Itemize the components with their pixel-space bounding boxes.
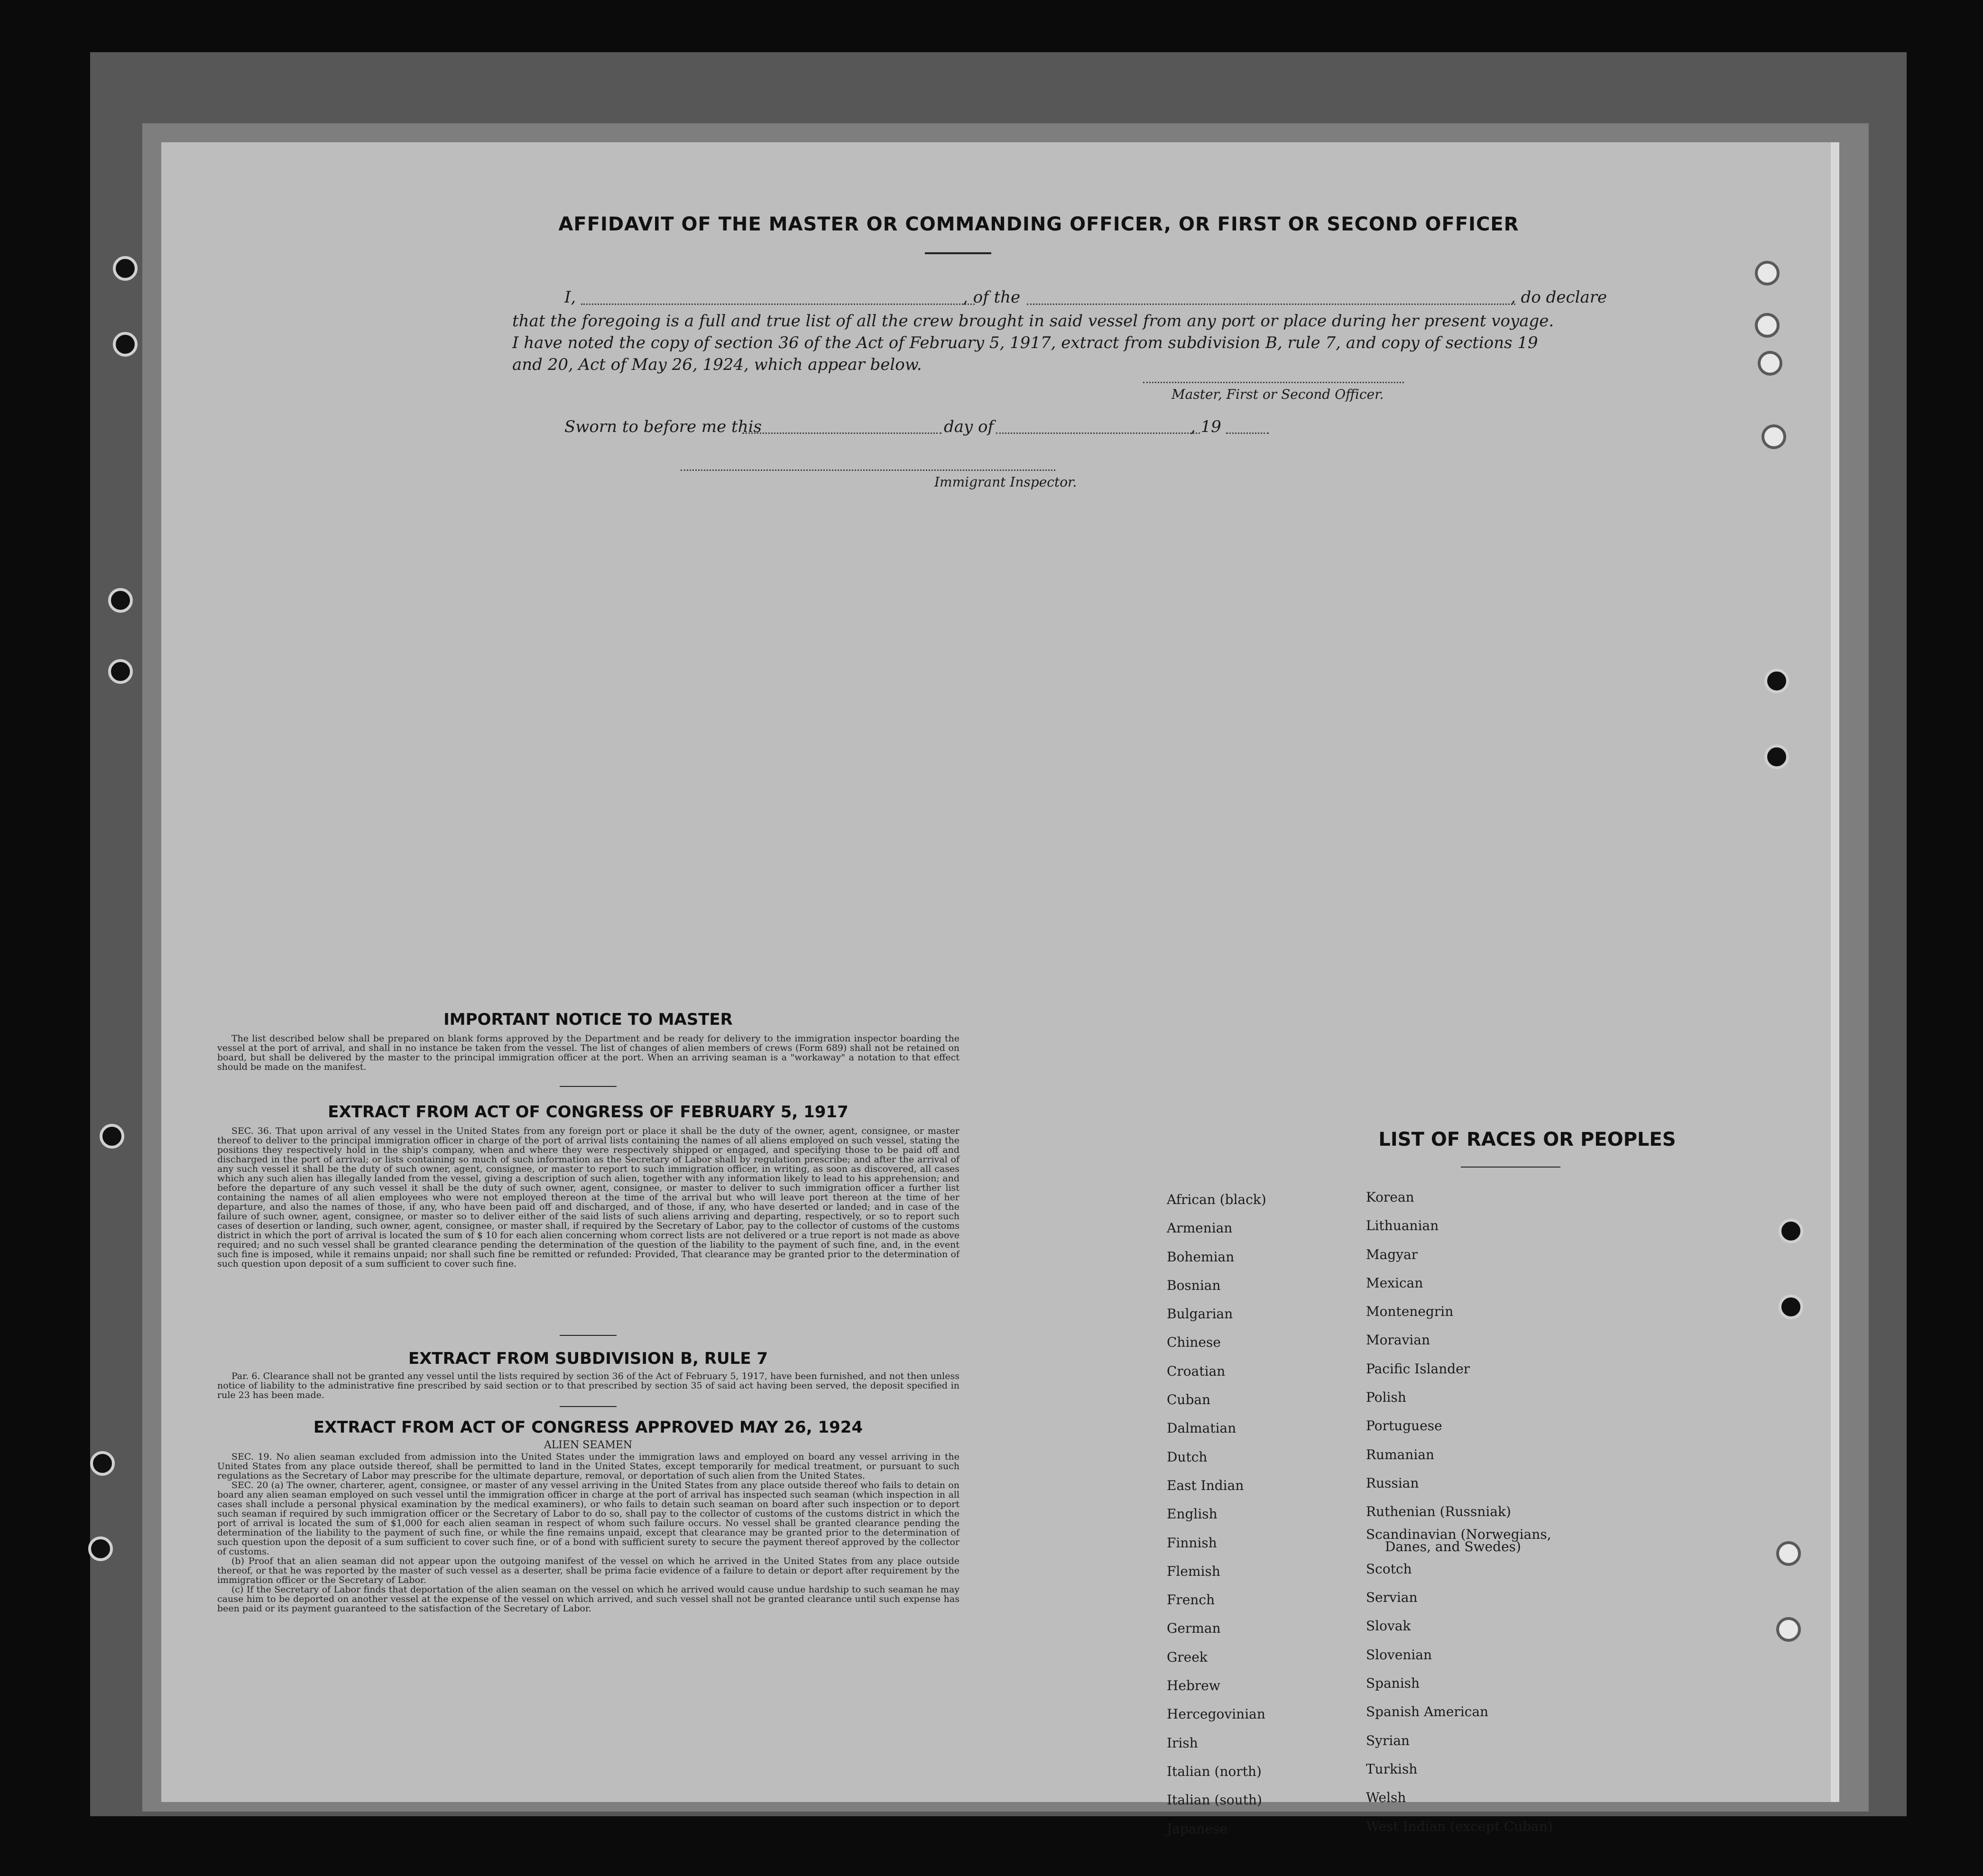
races-list-title: LIST OF RACES OR PEOPLES xyxy=(1378,1129,1676,1150)
sec-20a-paragraph: SEC. 20 (a) The owner, charterer, agent, consignee, or master of any vessel arriving in the United States from any place outside thereof who fails to detain on board any alien seaman employed on such vessel until the immigration officer in charge at the port of arrival has inspected such seaman (which inspection in all cases shall include a personal physical examination by the medical examiners), or who fails to detain such seaman on board after such inspection or to deport such seaman if required by such immigration officer or the Secretary of Labor to do so, shall pay to the collector of customs of the customs district in which the port of arrival is located the sum of $1,000 for each alien seaman in respect of whom such failure occurs. No vessel shall be granted clearance pending the determination of the liability to the payment of such fine, or while the fine remains unpaid, except that clearance may be granted prior to the determination of such question upon the deposit of a sum sufficient to cover such fine, or of a bond with sufficient surety to secure the payment thereof approved by the collector of customs. xyxy=(217,1480,959,1557)
race-item: Montenegrin xyxy=(1366,1304,1454,1320)
race-item: Servian xyxy=(1366,1590,1418,1606)
binder-hole xyxy=(113,332,138,357)
binder-hole xyxy=(108,588,133,613)
divider xyxy=(560,1406,617,1407)
declaration-line-3: I have noted the copy of section 36 of the Act of February 5, 1917, extract from subdivision B, rule 7, and copy of sections 19 xyxy=(512,333,1538,352)
par-6-paragraph: Par. 6. Clearance shall not be granted any vessel until the lists required by section 36 of the Act of February 5, 1917, have been furnished, and not then unless notice of liability to the administrative fine prescribed by said section or to that prescribed by section 35 of said act having been served, the deposit specified in rule 23 has been made. xyxy=(217,1371,959,1400)
name-blank xyxy=(581,303,975,305)
sworn-year: , 19 xyxy=(1190,417,1221,436)
binder-hole xyxy=(1779,1219,1803,1243)
races-left-column xyxy=(1167,1186,1266,1843)
races-title-underline xyxy=(1461,1167,1560,1168)
race-item: Scotch xyxy=(1366,1561,1412,1577)
notice-text xyxy=(217,1034,959,1072)
race-item: Ruthenian (Russniak) xyxy=(1366,1504,1511,1520)
race-item: Russian xyxy=(1366,1475,1419,1491)
sworn-month-blank xyxy=(996,432,1200,434)
inspector-signature-line xyxy=(681,469,1055,471)
race-item: Spanish American xyxy=(1366,1704,1489,1720)
race-item: Japanese xyxy=(1167,1821,1228,1837)
binder-hole xyxy=(1776,1541,1801,1566)
race-item: Hercegovinian xyxy=(1167,1706,1265,1722)
extract-1924-text xyxy=(217,1452,959,1613)
binder-hole xyxy=(1762,424,1786,449)
races-right-column xyxy=(1366,1183,1553,1841)
race-item: Mexican xyxy=(1366,1275,1423,1291)
race-item: Slovak xyxy=(1366,1618,1411,1634)
race-item: English xyxy=(1167,1506,1217,1522)
race-item: German xyxy=(1167,1620,1221,1637)
affidavit-page xyxy=(161,142,1839,1837)
sworn-year-blank xyxy=(1226,432,1269,434)
master-signature-label: Master, First or Second Officer. xyxy=(1171,386,1384,402)
race-item: Turkish xyxy=(1366,1761,1418,1777)
race-item xyxy=(1366,1527,1553,1555)
declaration-i: I, xyxy=(564,288,576,307)
alien-seamen-subheading: ALIEN SEAMEN xyxy=(544,1439,633,1451)
extract-1917-heading: EXTRACT FROM ACT OF CONGRESS OF FEBRUARY 5, 1917 xyxy=(328,1103,849,1122)
sworn-day-blank xyxy=(742,432,941,434)
binder-hole xyxy=(88,1536,113,1561)
race-item: Bulgarian xyxy=(1167,1306,1233,1322)
race-item: French xyxy=(1167,1592,1215,1608)
inspector-label: Immigrant Inspector. xyxy=(934,474,1077,490)
race-item: Flemish xyxy=(1167,1563,1220,1579)
binder-hole xyxy=(1776,1617,1801,1642)
race-item: Armenian xyxy=(1167,1220,1233,1236)
sworn-day-of: day of xyxy=(944,417,994,436)
race-item-line: Scandinavian (Norwegians, xyxy=(1366,1526,1551,1542)
race-item-continuation: Danes, and Swedes) xyxy=(1385,1538,1521,1554)
extract-1917-text xyxy=(217,1126,959,1269)
race-item: Italian (south) xyxy=(1167,1792,1262,1808)
declaration-of-the: , of the xyxy=(963,288,1021,307)
binder-hole xyxy=(90,1451,115,1476)
binder-hole xyxy=(100,1124,124,1149)
sec-19-paragraph: SEC. 19. No alien seaman excluded from admission into the United States under the immigration laws and employed on board any vessel arriving in the United States from any place outside thereof, shall be permitted to land in the United States, except temporarily for medical treatment, or pursuant to such regulations as the Secretary of Labor may prescribe for the ultimate departure, removal, or deportation of such alien from the United States. xyxy=(217,1452,959,1481)
race-item: West Indian (except Cuban) xyxy=(1366,1818,1553,1834)
binder-hole xyxy=(1779,1295,1803,1319)
sec-20b-paragraph: (b) Proof that an alien seaman did not appear upon the outgoing manifest of the vessel on which he arrived in the United States from any place outside thereof, or that he was reported by the master of such vessel as a deserter, shall be prima facie evidence of a failure to detain or deport after requirement by the immigration officer or the Secretary of Labor. xyxy=(217,1556,959,1585)
race-item: Korean xyxy=(1366,1189,1414,1205)
binder-hole xyxy=(1755,313,1780,338)
binder-hole xyxy=(1758,351,1782,376)
race-item: Slovenian xyxy=(1366,1646,1432,1663)
race-item: Greek xyxy=(1167,1649,1208,1665)
binder-hole xyxy=(1764,669,1789,693)
declaration-line-4: and 20, Act of May 26, 1924, which appear below. xyxy=(512,355,922,374)
declaration-line-2: that the foregoing is a full and true list of all the crew brought in said vessel from any port or place during her present voyage. xyxy=(512,312,1554,331)
race-item: Finnish xyxy=(1167,1535,1217,1551)
race-item: Cuban xyxy=(1167,1392,1211,1408)
race-item: Bohemian xyxy=(1167,1249,1235,1265)
race-item: East Indian xyxy=(1167,1477,1244,1493)
sec-20c-paragraph: (c) If the Secretary of Labor finds that deportation of the alien seaman on the vessel on which he arrived would cause undue hardship to such seaman he may cause him to be deported on another vessel at the expense of the vessel on which arrived, and such vessel shall not be granted clearance until such expense has been paid or its payment guaranteed to the satisfaction of the Secretary of Labor. xyxy=(217,1584,959,1614)
race-item: Dalmatian xyxy=(1167,1420,1236,1436)
title-underline xyxy=(925,252,991,254)
master-signature-line xyxy=(1143,382,1404,383)
race-item: Lithuanian xyxy=(1366,1218,1439,1234)
race-item: Moravian xyxy=(1366,1332,1430,1348)
race-item: Syrian xyxy=(1366,1732,1410,1748)
declaration-do-declare: , do declare xyxy=(1511,288,1607,307)
race-item: Welsh xyxy=(1366,1790,1406,1806)
race-item: Portuguese xyxy=(1366,1418,1442,1434)
sworn-prefix: Sworn to before me this xyxy=(564,417,762,436)
extract-rule7-heading: EXTRACT FROM SUBDIVISION B, RULE 7 xyxy=(408,1349,768,1368)
race-item: Hebrew xyxy=(1167,1678,1220,1694)
extract-rule7-text xyxy=(217,1371,959,1400)
race-item: Magyar xyxy=(1366,1246,1418,1262)
vessel-blank xyxy=(1027,303,1515,305)
race-item: Bosnian xyxy=(1167,1277,1221,1293)
divider xyxy=(560,1335,617,1336)
race-item: Polish xyxy=(1366,1389,1406,1406)
binder-hole xyxy=(113,256,138,281)
race-item: Irish xyxy=(1167,1735,1198,1751)
race-item: Dutch xyxy=(1167,1449,1208,1465)
sec-36-paragraph: SEC. 36. That upon arrival of any vessel in the United States from any foreign port or place it shall be the duty of the owner, agent, consignee, or master thereof to deliver to the principal immigration officer in charge of the port of arrival lists containing the names of all aliens employed on such vessel, stating the positions they respectively hold in the ship's company, when and where they were respectively shipped or engaged, and specifying those to be paid off and discharged in the port of arrival; or lists containing so much of such information as the Secretary of Labor shall by regulation prescribe; and after the arrival of any such vessel it shall be the duty of such owner, agent, consignee, or master to report to such immigration officer, in writing, as soon as discovered, all cases which any such alien has illegally landed from the vessel, giving a description of such alien, together with any information likely to lead to his apprehension; and before the departure of any such vessel it shall be the duty of such owner, agent, consignee, or master to deliver to such immigration officer a further list containing the names of all alien employees who were not employed thereon at the time of the arrival but who will leave port thereon at the time of her departure, and also the names of those, if any, who have been paid off and discharged, and of those, if any, who have deserted or landed; and in case of the failure of such owner, agent, consignee, or master so to deliver either of the said lists of such aliens arriving and departing, respectively, or so to report such cases of desertion or landing, such owner, agent, consignee, or master shall, if required by the Secretary of Labor, pay to the collector of customs of the customs district in which the port of arrival is located the sum of $ 10 for each alien concerning whom correct lists are not delivered or a true report is not made as above required; and no such vessel shall be granted clearance pending the determination of the question of the liability to the payment of such fine, and, in the event such fine is imposed, while it remains unpaid; nor shall such fine be remitted or refunded: Provided, That clearance may be granted prior to the determination of such question upon deposit of a sum sufficient to cover such fine. xyxy=(217,1126,959,1269)
binder-hole xyxy=(108,659,133,684)
binder-hole xyxy=(1755,261,1780,285)
divider xyxy=(560,1086,617,1087)
race-item: African (black) xyxy=(1167,1192,1266,1207)
race-item: Spanish xyxy=(1366,1675,1420,1692)
extract-1924-heading: EXTRACT FROM ACT OF CONGRESS APPROVED MAY 26, 1924 xyxy=(313,1418,863,1437)
race-item: Chinese xyxy=(1167,1334,1221,1351)
notice-paragraph: The list described below shall be prepared on blank forms approved by the Department and be ready for delivery to the immigration inspector boarding the vessel at the port of arrival, and shall in no instance be taken from the vessel. The list of changes of alien members of crews (Form 689) shall not be retained on board, but shall be delivered by the master to the principal immigration officer at the port. When an arriving seaman is a "workaway" a notation to that effect should be made on the manifest. xyxy=(217,1033,959,1072)
race-item: Croatian xyxy=(1167,1363,1226,1379)
binder-hole xyxy=(1764,745,1789,769)
race-item: Rumanian xyxy=(1366,1446,1435,1462)
affidavit-title: AFFIDAVIT OF THE MASTER OR COMMANDING OFFICER, OR FIRST OR SECOND OFFICER xyxy=(558,213,1519,235)
race-item: Italian (north) xyxy=(1167,1763,1262,1779)
race-item: Pacific Islander xyxy=(1366,1361,1470,1377)
notice-heading: IMPORTANT NOTICE TO MASTER xyxy=(443,1010,733,1029)
